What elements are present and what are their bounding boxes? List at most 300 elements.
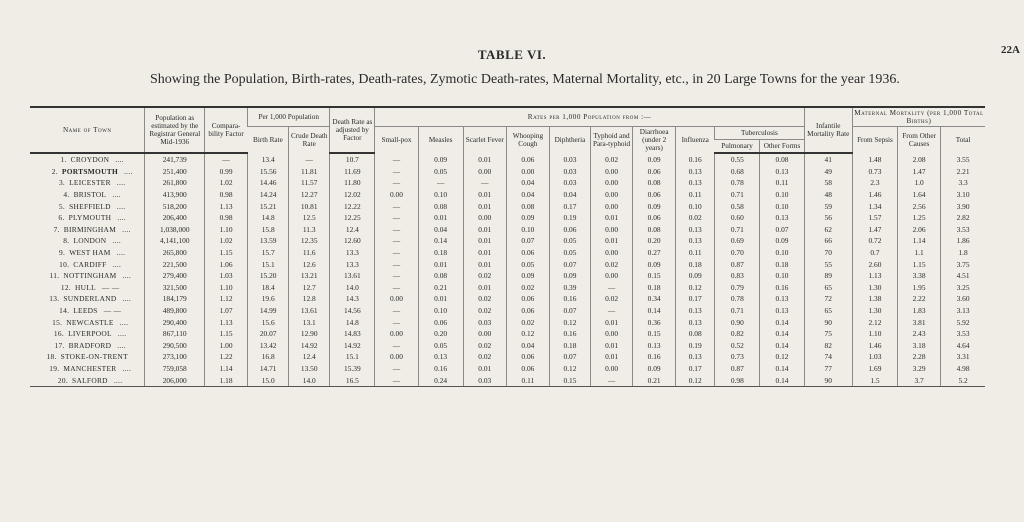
town-cell — [30, 316, 145, 328]
row-number: 16. — [53, 329, 65, 339]
row-number: 8. — [63, 236, 70, 246]
from-other-causes-cell: 3.29 — [898, 363, 941, 375]
measles-cell: 0.06 — [418, 316, 463, 328]
other-forms-cell: 0.11 — [760, 177, 804, 189]
diphtheria-cell: 0.07 — [549, 351, 590, 363]
birth-rate-cell: 13.59 — [248, 235, 289, 247]
diarrhoea-cell: 0.09 — [633, 258, 676, 270]
from-other-causes-cell: 2.08 — [898, 153, 941, 166]
measles-cell: 0.10 — [418, 305, 463, 317]
table-row — [30, 258, 985, 270]
comparability-factor-cell: 1.13 — [205, 316, 248, 328]
scarlet-fever-cell: 0.01 — [463, 189, 506, 201]
pulmonary-cell: 0.82 — [715, 328, 760, 340]
town-name: HULL — [75, 282, 96, 292]
from-sepsis-cell: 1.13 — [852, 270, 897, 282]
adjusted-death-rate-cell: 14.0 — [330, 282, 375, 294]
pulmonary-cell: 0.79 — [715, 282, 760, 294]
leader-dots: .... — [112, 190, 121, 200]
typhoid-cell: 0.00 — [591, 328, 633, 340]
diarrhoea-cell: 0.14 — [633, 305, 676, 317]
table-subtitle: Showing the Population, Birth-rates, Death-rates, Zymotic Death-rates, Maternal Mortality, etc., in 20 Large Towns for the year 1936. — [150, 72, 900, 87]
town-name: NOTTINGHAM — [63, 271, 117, 281]
birth-rate-cell: 14.24 — [248, 189, 289, 201]
smallpox-cell: — — [375, 374, 418, 386]
crude-death-rate-cell: 10.81 — [289, 200, 330, 212]
diarrhoea-cell: 0.06 — [633, 166, 676, 178]
town-cell — [30, 247, 145, 259]
total-cell: 3.3 — [941, 177, 985, 189]
typhoid-cell: 0.01 — [591, 235, 633, 247]
adjusted-death-rate-cell: 12.02 — [330, 189, 375, 201]
whooping-cough-cell: 0.12 — [506, 328, 549, 340]
comparability-factor-cell: 1.03 — [205, 270, 248, 282]
town-name: MANCHESTER — [63, 363, 117, 373]
birth-rate-cell: 15.0 — [248, 374, 289, 386]
from-sepsis-cell: 2.12 — [852, 316, 897, 328]
row-number: 2. — [51, 166, 58, 176]
scarlet-fever-cell: 0.01 — [463, 363, 506, 375]
scarlet-fever-cell: 0.03 — [463, 316, 506, 328]
infantile-mortality-cell: 90 — [804, 374, 852, 386]
diphtheria-cell: 0.12 — [549, 363, 590, 375]
total-cell: 4.98 — [941, 363, 985, 375]
infantile-mortality-cell: 90 — [804, 316, 852, 328]
header-typhoid: Typhoid and Para-typhoid — [591, 127, 633, 154]
from-sepsis-cell: 0.7 — [852, 247, 897, 259]
crude-death-rate-cell: 11.57 — [289, 177, 330, 189]
scarlet-fever-cell: 0.01 — [463, 153, 506, 166]
measles-cell: 0.21 — [418, 282, 463, 294]
comparability-factor-cell: 1.02 — [205, 177, 248, 189]
from-other-causes-cell: 2.56 — [898, 200, 941, 212]
crude-death-rate-cell: 12.6 — [289, 258, 330, 270]
header-per-1000-population: Per 1,000 Population — [248, 107, 330, 127]
town-cell — [30, 374, 145, 386]
infantile-mortality-cell: 77 — [804, 363, 852, 375]
adjusted-death-rate-cell: 15.39 — [330, 363, 375, 375]
header-other-forms: Other Forms — [760, 139, 804, 153]
whooping-cough-cell: 0.07 — [506, 235, 549, 247]
pulmonary-cell: 0.52 — [715, 340, 760, 352]
crude-death-rate-cell: — — [289, 153, 330, 166]
town-cell — [30, 224, 145, 236]
adjusted-death-rate-cell: 14.83 — [330, 328, 375, 340]
from-sepsis-cell: 1.34 — [852, 200, 897, 212]
total-cell: 3.53 — [941, 328, 985, 340]
scarlet-fever-cell: 0.00 — [463, 212, 506, 224]
whooping-cough-cell: 0.02 — [506, 316, 549, 328]
table-row — [30, 153, 985, 166]
town-name: STOKE-ON-TRENT — [60, 352, 128, 362]
crude-death-rate-cell: 13.21 — [289, 270, 330, 282]
town-name: NEWCASTLE — [66, 317, 114, 327]
scarlet-fever-cell: 0.02 — [463, 305, 506, 317]
town-cell — [30, 328, 145, 340]
diarrhoea-cell: 0.27 — [633, 247, 676, 259]
population-cell: 1,038,000 — [145, 224, 205, 236]
pulmonary-cell: 0.58 — [715, 200, 760, 212]
from-other-causes-cell: 2.22 — [898, 293, 941, 305]
scarlet-fever-cell: 0.01 — [463, 247, 506, 259]
smallpox-cell: — — [375, 270, 418, 282]
whooping-cough-cell: 0.05 — [506, 258, 549, 270]
leader-dots: .... — [117, 213, 126, 223]
town-cell — [30, 177, 145, 189]
town-cell — [30, 340, 145, 352]
scarlet-fever-cell: 0.02 — [463, 340, 506, 352]
town-cell — [30, 153, 145, 166]
diphtheria-cell: 0.16 — [549, 293, 590, 305]
infantile-mortality-cell: 49 — [804, 166, 852, 178]
population-cell: 279,400 — [145, 270, 205, 282]
infantile-mortality-cell: 72 — [804, 293, 852, 305]
diphtheria-cell: 0.03 — [549, 153, 590, 166]
smallpox-cell: 0.00 — [375, 293, 418, 305]
header-infantile-mortality: Infantile Mortality Rate — [804, 107, 852, 153]
other-forms-cell: 0.10 — [760, 189, 804, 201]
comparability-factor-cell: 1.02 — [205, 235, 248, 247]
crude-death-rate-cell: 12.90 — [289, 328, 330, 340]
typhoid-cell: 0.00 — [591, 166, 633, 178]
influenza-cell: 0.13 — [676, 351, 715, 363]
other-forms-cell: 0.14 — [760, 340, 804, 352]
scarlet-fever-cell: 0.00 — [463, 328, 506, 340]
table-row — [30, 351, 985, 363]
table-title: TABLE VI. — [477, 47, 547, 62]
other-forms-cell: 0.10 — [760, 247, 804, 259]
total-cell: 3.75 — [941, 258, 985, 270]
row-number: 10. — [59, 259, 70, 269]
population-cell: 290,500 — [145, 340, 205, 352]
diarrhoea-cell: 0.36 — [633, 316, 676, 328]
town-name: PLYMOUTH — [68, 213, 112, 223]
influenza-cell: 0.02 — [676, 212, 715, 224]
from-sepsis-cell: 1.46 — [852, 189, 897, 201]
adjusted-death-rate-cell: 12.22 — [330, 200, 375, 212]
population-cell: 867,110 — [145, 328, 205, 340]
birth-rate-cell: 15.20 — [248, 270, 289, 282]
comparability-factor-cell: 1.18 — [205, 374, 248, 386]
adjusted-death-rate-cell: 12.4 — [330, 224, 375, 236]
leader-dots: .... — [122, 363, 132, 373]
total-cell: 3.10 — [941, 189, 985, 201]
other-forms-cell: 0.14 — [760, 363, 804, 375]
total-cell: 5.92 — [941, 316, 985, 328]
header-from-other-causes: From Other Causes — [898, 127, 941, 154]
town-name: LEICESTER — [69, 178, 111, 188]
table-row — [30, 363, 985, 375]
influenza-cell: 0.13 — [676, 316, 715, 328]
table-row — [30, 305, 985, 317]
table-row — [30, 177, 985, 189]
comparability-factor-cell: 1.10 — [205, 282, 248, 294]
crude-death-rate-cell: 12.7 — [289, 282, 330, 294]
from-sepsis-cell: 1.5 — [852, 374, 897, 386]
from-other-causes-cell: 1.1 — [898, 247, 941, 259]
pulmonary-cell: 0.60 — [715, 212, 760, 224]
diarrhoea-cell: 0.15 — [633, 270, 676, 282]
smallpox-cell: 0.00 — [375, 351, 418, 363]
town-name: SALFORD — [72, 375, 108, 385]
adjusted-death-rate-cell: 14.56 — [330, 305, 375, 317]
town-name: CARDIFF — [73, 259, 107, 269]
row-number: 5. — [58, 201, 66, 211]
influenza-cell: 0.13 — [676, 224, 715, 236]
leader-dots: .... — [117, 329, 127, 339]
from-other-causes-cell: 2.06 — [898, 224, 941, 236]
measles-cell: 0.08 — [418, 270, 463, 282]
scarlet-fever-cell: 0.02 — [463, 351, 506, 363]
diphtheria-cell: 0.03 — [549, 177, 590, 189]
crude-death-rate-cell: 13.61 — [289, 305, 330, 317]
whooping-cough-cell: 0.09 — [506, 270, 549, 282]
scarlet-fever-cell: 0.02 — [463, 293, 506, 305]
birth-rate-cell: 14.8 — [248, 212, 289, 224]
diarrhoea-cell: 0.15 — [633, 328, 676, 340]
diarrhoea-cell: 0.06 — [633, 189, 676, 201]
from-sepsis-cell: 1.69 — [852, 363, 897, 375]
measles-cell: 0.14 — [418, 235, 463, 247]
total-cell: 3.55 — [941, 153, 985, 166]
row-number: 11. — [49, 271, 60, 281]
crude-death-rate-cell: 14.0 — [289, 374, 330, 386]
town-cell — [30, 235, 145, 247]
adjusted-death-rate-cell: 13.3 — [330, 247, 375, 259]
whooping-cough-cell: 0.06 — [506, 351, 549, 363]
measles-cell: 0.10 — [418, 189, 463, 201]
total-cell: 4.51 — [941, 270, 985, 282]
diphtheria-cell: 0.15 — [549, 374, 590, 386]
table-row — [30, 200, 985, 212]
whooping-cough-cell: 0.06 — [506, 293, 549, 305]
from-sepsis-cell: 0.73 — [852, 166, 897, 178]
influenza-cell: 0.08 — [676, 328, 715, 340]
from-sepsis-cell: 1.57 — [852, 212, 897, 224]
population-cell: 261,800 — [145, 177, 205, 189]
whooping-cough-cell: 0.06 — [506, 305, 549, 317]
town-name: SUNDERLAND — [63, 294, 117, 304]
pulmonary-cell: 0.78 — [715, 177, 760, 189]
birth-rate-cell: 14.46 — [248, 177, 289, 189]
town-cell — [30, 200, 145, 212]
typhoid-cell: 0.02 — [591, 153, 633, 166]
other-forms-cell: 0.09 — [760, 235, 804, 247]
whooping-cough-cell: 0.06 — [506, 247, 549, 259]
table-row — [30, 374, 985, 386]
diphtheria-cell: 0.18 — [549, 340, 590, 352]
town-cell — [30, 282, 145, 294]
other-forms-cell: 0.13 — [760, 293, 804, 305]
comparability-factor-cell: 1.00 — [205, 340, 248, 352]
diarrhoea-cell: 0.09 — [633, 153, 676, 166]
pulmonary-cell: 0.68 — [715, 166, 760, 178]
diarrhoea-cell: 0.21 — [633, 374, 676, 386]
total-cell: 4.64 — [941, 340, 985, 352]
influenza-cell: 0.16 — [676, 153, 715, 166]
total-cell: 1.8 — [941, 247, 985, 259]
total-cell: 3.31 — [941, 351, 985, 363]
town-cell — [30, 258, 145, 270]
crude-death-rate-cell: 14.92 — [289, 340, 330, 352]
town-name: WEST HAM — [69, 248, 111, 258]
scarlet-fever-cell: 0.01 — [463, 200, 506, 212]
other-forms-cell: 0.14 — [760, 328, 804, 340]
diphtheria-cell: 0.09 — [549, 270, 590, 282]
comparability-factor-cell: 1.22 — [205, 351, 248, 363]
comparability-factor-cell: 1.15 — [205, 328, 248, 340]
table-row — [30, 166, 985, 178]
from-other-causes-cell: 1.0 — [898, 177, 941, 189]
smallpox-cell: — — [375, 316, 418, 328]
town-name: BRISTOL — [73, 190, 107, 200]
measles-cell: 0.01 — [418, 258, 463, 270]
population-cell: 290,400 — [145, 316, 205, 328]
table-row — [30, 270, 985, 282]
leader-dots: .... — [116, 178, 126, 188]
table-row — [30, 293, 985, 305]
row-number: 1. — [60, 155, 67, 165]
pulmonary-cell: 0.71 — [715, 305, 760, 317]
leader-dots: .... — [112, 259, 122, 269]
smallpox-cell: — — [375, 212, 418, 224]
measles-cell: 0.18 — [418, 247, 463, 259]
diphtheria-cell: 0.07 — [549, 305, 590, 317]
diphtheria-cell: 0.04 — [549, 189, 590, 201]
birth-rate-cell: 15.56 — [248, 166, 289, 178]
birth-rate-cell: 15.8 — [248, 224, 289, 236]
town-name: PORTSMOUTH — [61, 166, 118, 176]
crude-death-rate-cell: 12.27 — [289, 189, 330, 201]
from-other-causes-cell: 1.15 — [898, 258, 941, 270]
infantile-mortality-cell: 55 — [804, 258, 852, 270]
crude-death-rate-cell: 11.3 — [289, 224, 330, 236]
smallpox-cell: 0.00 — [375, 189, 418, 201]
comparability-factor-cell: 1.15 — [205, 247, 248, 259]
from-other-causes-cell: 2.43 — [898, 328, 941, 340]
pulmonary-cell: 0.90 — [715, 316, 760, 328]
infantile-mortality-cell: 65 — [804, 282, 852, 294]
pulmonary-cell: 0.83 — [715, 270, 760, 282]
comparability-factor-cell: 0.99 — [205, 166, 248, 178]
leader-dots: — — — [103, 306, 122, 316]
scarlet-fever-cell: 0.01 — [463, 282, 506, 294]
page-number: 22A — [1001, 44, 1020, 56]
adjusted-death-rate-cell: 10.7 — [330, 153, 375, 166]
row-number: 7. — [53, 224, 60, 234]
comparability-factor-cell: 1.12 — [205, 293, 248, 305]
from-sepsis-cell: 1.47 — [852, 224, 897, 236]
crude-death-rate-cell: 13.1 — [289, 316, 330, 328]
influenza-cell: 0.18 — [676, 258, 715, 270]
town-cell — [30, 270, 145, 282]
from-other-causes-cell: 3.7 — [898, 374, 941, 386]
header-adjusted-death-rate: Death Rate as adjusted by Factor — [330, 107, 375, 153]
table-row — [30, 235, 985, 247]
header-scarlet-fever: Scarlet Fever — [463, 127, 506, 154]
influenza-cell: 0.11 — [676, 189, 715, 201]
birth-rate-cell: 18.4 — [248, 282, 289, 294]
comparability-factor-cell: 1.06 — [205, 258, 248, 270]
scarlet-fever-cell: 0.01 — [463, 258, 506, 270]
infantile-mortality-cell: 75 — [804, 328, 852, 340]
leader-dots: .... — [122, 271, 132, 281]
from-sepsis-cell: 1.03 — [852, 351, 897, 363]
influenza-cell: 0.10 — [676, 200, 715, 212]
population-cell: 759,058 — [145, 363, 205, 375]
whooping-cough-cell: 0.04 — [506, 340, 549, 352]
total-cell: 3.90 — [941, 200, 985, 212]
from-other-causes-cell: 1.25 — [898, 212, 941, 224]
table-row — [30, 212, 985, 224]
comparability-factor-cell: 1.13 — [205, 200, 248, 212]
measles-cell: 0.24 — [418, 374, 463, 386]
smallpox-cell: — — [375, 282, 418, 294]
population-cell: 413,900 — [145, 189, 205, 201]
pulmonary-cell: 0.87 — [715, 258, 760, 270]
from-sepsis-cell: 1.30 — [852, 305, 897, 317]
pulmonary-cell: 0.78 — [715, 293, 760, 305]
crude-death-rate-cell: 11.81 — [289, 166, 330, 178]
infantile-mortality-cell: 56 — [804, 212, 852, 224]
diarrhoea-cell: 0.13 — [633, 340, 676, 352]
measles-cell: 0.01 — [418, 293, 463, 305]
statistics-table — [30, 106, 985, 387]
birth-rate-cell: 15.21 — [248, 200, 289, 212]
whooping-cough-cell: 0.02 — [506, 282, 549, 294]
row-number: 19. — [49, 363, 60, 373]
header-crude-death-rate: Crude Death Rate — [289, 127, 330, 154]
influenza-cell: 0.13 — [676, 235, 715, 247]
whooping-cough-cell: 0.06 — [506, 153, 549, 166]
population-cell: 221,500 — [145, 258, 205, 270]
infantile-mortality-cell: 89 — [804, 270, 852, 282]
town-name: LEEDS — [73, 306, 98, 316]
influenza-cell: 0.12 — [676, 282, 715, 294]
measles-cell: 0.20 — [418, 328, 463, 340]
crude-death-rate-cell: 12.8 — [289, 293, 330, 305]
smallpox-cell: — — [375, 177, 418, 189]
smallpox-cell: 0.00 — [375, 328, 418, 340]
infantile-mortality-cell: 58 — [804, 177, 852, 189]
row-number: 9. — [59, 248, 66, 258]
population-cell: 241,739 — [145, 153, 205, 166]
smallpox-cell: — — [375, 153, 418, 166]
leader-dots: .... — [116, 248, 126, 258]
other-forms-cell: 0.13 — [760, 212, 804, 224]
infantile-mortality-cell: 66 — [804, 235, 852, 247]
diphtheria-cell: 0.03 — [549, 166, 590, 178]
town-name: BIRMINGHAM — [63, 224, 117, 234]
adjusted-death-rate-cell: 13.61 — [330, 270, 375, 282]
row-number: 4. — [63, 190, 70, 200]
total-cell: 3.25 — [941, 282, 985, 294]
other-forms-cell: 0.14 — [760, 316, 804, 328]
pulmonary-cell: 0.73 — [715, 351, 760, 363]
town-name: CROYDON — [70, 155, 110, 165]
from-sepsis-cell: 1.48 — [852, 153, 897, 166]
diphtheria-cell: 0.07 — [549, 258, 590, 270]
birth-rate-cell: 13.42 — [248, 340, 289, 352]
pulmonary-cell: 0.98 — [715, 374, 760, 386]
leader-dots: .... — [113, 375, 123, 385]
table-row — [30, 189, 985, 201]
typhoid-cell: 0.02 — [591, 293, 633, 305]
infantile-mortality-cell: 70 — [804, 247, 852, 259]
infantile-mortality-cell: 41 — [804, 153, 852, 166]
infantile-mortality-cell: 62 — [804, 224, 852, 236]
adjusted-death-rate-cell: 16.5 — [330, 374, 375, 386]
